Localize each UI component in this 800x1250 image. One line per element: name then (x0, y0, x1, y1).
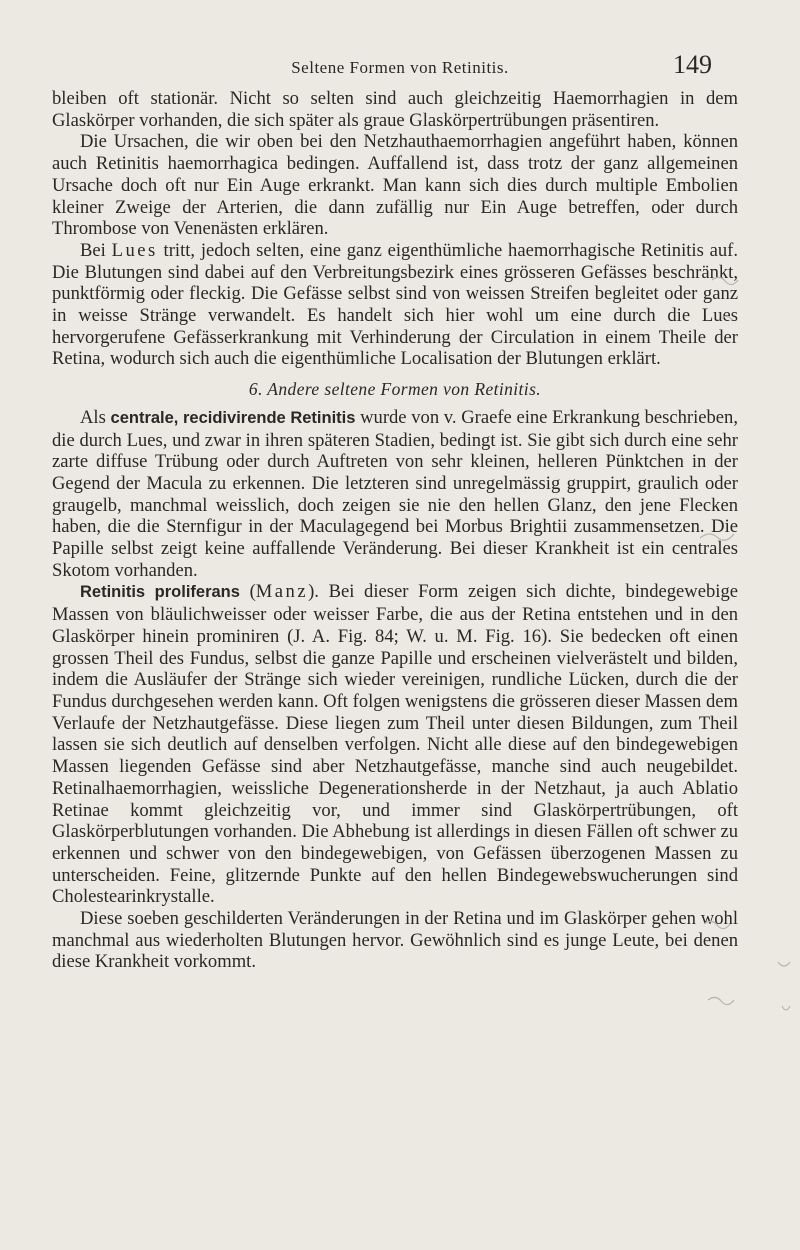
paragraph-lues (52, 240, 738, 370)
page-body (52, 88, 738, 973)
paragraph-centrale-pre: Als (80, 406, 111, 428)
term-lues: Lues (111, 239, 158, 261)
paragraph-lues-pre: Bei (80, 239, 112, 261)
page-header (0, 50, 800, 90)
paragraph-proliferans-mid: ( (239, 581, 256, 603)
author-manz: Manz (255, 581, 309, 603)
page-number: 149 (673, 50, 712, 79)
paragraph-centrale-retinitis (52, 407, 738, 582)
paragraph-centrale-text: wurde von v. Graefe eine Erkrankung beschrieben, die durch Lues, und zwar in ihren späteren Stadien, bedingt ist. Sie gibt sich durch eine sehr zarte diffuse Trübung oder durch Auftreten von sehr kleinen, helleren Pünktchen in der Gegend der Macula zu erkennen. Die letzteren sind unregelmässig gruppirt, graulich oder graugelb, manchmal weisslich, doch zeigen sie nie den hellen Glanz, den jene Flecken haben, die die Sternfigur in der Maculagegend bei Morbus Brightii zusammensetzen. Die Papille selbst zeigt keine auffallende Veränderung. Bei dieser Krankheit ist ein centrales Skotom vorhanden. (52, 406, 739, 581)
paragraph-lues-text: tritt, jedoch selten, eine ganz eigenthümliche haemorrhagische Retinitis auf. Die Blutungen sind dabei auf den Verbreitungsbezirk eines grösseren Gefässes beschränkt, punktförmig oder fleckig. Die Gefässe selbst sind von weissen Streifen begleitet oder ganz in weisse Stränge verwandelt. Es handelt sich hier wohl um eine durch die Lues hervorgerufene Gefässerkrankung mit Verhinderung der Circulation in einem Theile der Retina, wodurch sich auch die eigenthümliche Localisation der Blutungen erklärt. (52, 239, 738, 370)
pencil-mark-5 (778, 962, 790, 966)
term-retinitis-proliferans: Retinitis proliferans (80, 583, 240, 602)
paragraph-retinitis-proliferans (52, 581, 738, 908)
paragraph-continuation: bleiben oft stationär. Nicht so selten sind auch gleichzeitig Haemorrhagien in dem Glaskörper vorhanden, die sich später als graue Glaskörpertrübungen präsentiren. (52, 88, 738, 131)
term-centrale-retinitis: centrale, recidivirende Retinitis (110, 408, 356, 427)
pencil-mark-7 (782, 1006, 790, 1010)
paragraph-conclusion: Diese soeben geschilderten Veränderungen in der Retina und im Glaskörper gehen wohl manchmal aus wiederholten Blutungen hervor. Gewöhnlich sind es junge Leute, bei denen diese Krankheit vorkommt. (52, 908, 738, 973)
running-title: Seltene Formen von Retinitis. (291, 58, 509, 77)
paragraph-causes: Die Ursachen, die wir oben bei den Netzhauthaemorrhagien angeführt haben, können auch Retinitis haemorrhagica bedingen. Auffallend ist, dass trotz der ganz allgemeinen Ursache doch oft nur Ein Auge erkrankt. Man kann sich dies durch multiple Embolien kleiner Zweige der Arterien, die dann zufällig nur Ein Auge betreffen, oder durch Thrombose von Venenästen erklären. (52, 131, 738, 240)
section-heading: 6. Andere seltene Formen von Retinitis. (248, 379, 542, 400)
paragraph-proliferans-text: ). Bei dieser Form zeigen sich dichte, bindegewebige Massen von bläulichweisser oder weisser Farbe, die aus der Retina entstehen und in den Glaskörper hinein prominiren (J. A. Fig. 84; W. u. M. Fig. 16). Sie bedecken oft einen grossen Theil des Fundus, selbst die ganze Papille und erscheinen vielverästelt und bilden, indem die Ausläufer der Stränge sich wieder vereinigen, rundliche Lücken, durch die der Fundus durchgesehen werden kann. Oft folgen wenigstens die grösseren dieser Massen dem Verlaufe der Netzhautgefässe. Diese liegen zum Theil unter diesen Bildungen, zum Theil lassen sie sich deutlich auf denselben verfolgen. Nicht alle diese auf den bindegewebigen Massen liegenden Gefässe sind aber Netzhautgefässe, manche sind auch neugebildet. Retinalhaemorrhagien, weissliche Degenerationsherde in der Netzhaut, ja auch Ablatio Retinae kommt gleichzeitig vor, und immer sind Glaskörpertrübungen, oft Glaskörperblutungen vorhanden. Die Abhebung ist allerdings in diesen Fällen oft schwer zu erkennen und schwer von den bindegewebigen, von Gefässen überzogenen Massen zu unterscheiden. Feine, glitzernde Punkte auf den hellen Bindegewebswucherungen sind Cholestearinkrystalle. (52, 581, 738, 908)
pencil-mark-6 (708, 997, 734, 1004)
